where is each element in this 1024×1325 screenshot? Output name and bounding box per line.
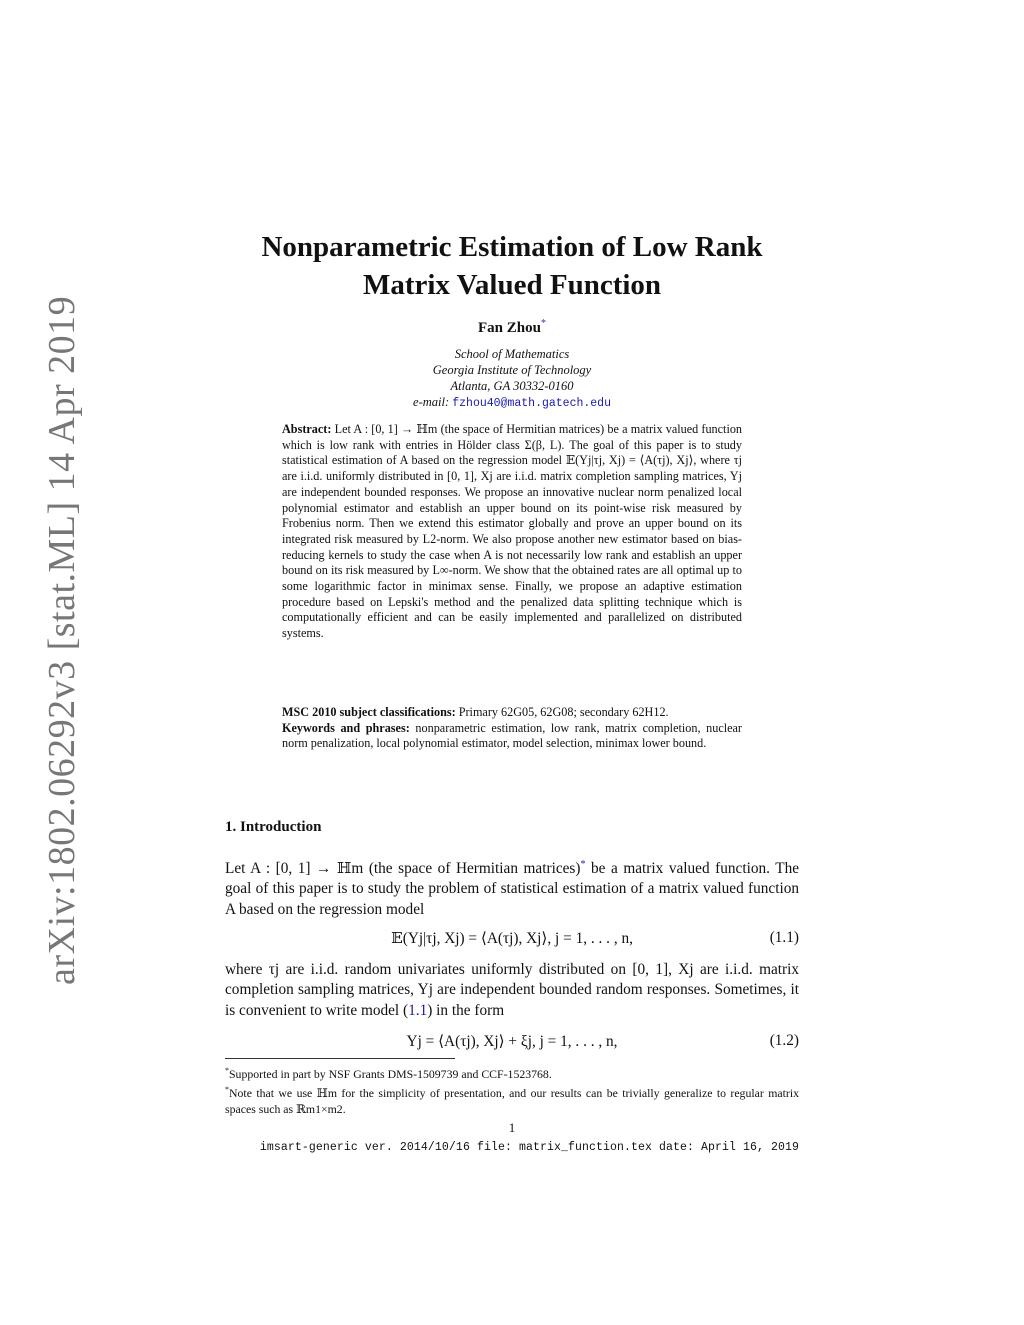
classifications xyxy=(282,705,742,752)
footnote-rule xyxy=(225,1058,455,1059)
footnotes xyxy=(225,1063,799,1117)
title-line-2: Matrix Valued Function xyxy=(362,269,662,301)
intro-paragraph-2 xyxy=(225,960,799,1021)
title-line-1: Nonparametric Estimation of Low Rank xyxy=(261,231,763,263)
equation-1-2-number: (1.2) xyxy=(769,1032,799,1049)
author-name xyxy=(300,318,724,337)
msc-text: Primary 62G05, 62G08; secondary 62H12. xyxy=(458,705,669,719)
arxiv-stamp: arXiv:1802.06292v3 [stat.ML] 14 Apr 2019 xyxy=(41,295,83,985)
page-number: 1 xyxy=(508,1120,516,1135)
affiliation-address: Atlanta, GA 30332-0160 xyxy=(450,379,574,393)
affiliation-institute: Georgia Institute of Technology xyxy=(432,363,592,377)
email-label: e-mail: xyxy=(413,395,450,409)
intro-para1-text-b: be a matrix valued function. The goal of this paper is to study the problem of statistical estimation of a matrix valued function A based on the regression model xyxy=(225,860,800,918)
footnote-2-text: Note that we use ℍm for the simplicity of presentation, and our results can be trivially generalize to regular matrix spaces such as ℝm1×m2. xyxy=(225,1086,799,1116)
footnote-2 xyxy=(225,1082,799,1117)
affiliation-email-line xyxy=(300,394,724,412)
keywords-label: Keywords and phrases: xyxy=(282,720,410,735)
equation-1-2 xyxy=(225,1032,799,1054)
equation-1-1-formula: 𝔼(Yj|τj, Xj) = ⟨A(τj), Xj⟩, j = 1, . . . , n, xyxy=(391,930,633,947)
footnote-1 xyxy=(225,1063,799,1082)
keywords-line xyxy=(282,721,742,752)
author-footnote-marker[interactable]: * xyxy=(540,318,546,329)
email-link[interactable]: fzhou40@math.gatech.edu xyxy=(452,397,611,410)
paper-title xyxy=(200,228,824,304)
msc-line xyxy=(282,705,742,721)
affiliation-school: School of Mathematics xyxy=(454,347,570,361)
footnote-marker-ref[interactable]: * xyxy=(580,859,586,870)
equation-1-1 xyxy=(225,929,799,951)
footnote-1-text: Supported in part by NSF Grants DMS-1509739 and CCF-1523768. xyxy=(229,1066,552,1081)
section-heading: 1. Introduction xyxy=(225,819,322,835)
equation-1-1-number: (1.1) xyxy=(769,929,799,946)
equation-1-2-formula: Yj = ⟨A(τj), Xj⟩ + ξj, j = 1, . . . , n, xyxy=(406,1033,618,1050)
abstract xyxy=(282,422,742,642)
intro-para2-text-b: ) in the form xyxy=(427,1001,505,1019)
author-name-text: Fan Zhou xyxy=(478,320,541,336)
intro-para2-text-a: where τj are i.i.d. random univariates uniformly distributed on [0, 1], Xj are i.i.d. matrix completion sampling matrices, Yj are independent bounded random responses. Sometimes, it is convenient to write model ( xyxy=(225,961,799,1019)
footer-line: imsart-generic ver. 2014/10/16 file: matrix_function.tex date: April 16, 2019 xyxy=(259,1141,799,1154)
abstract-label: Abstract: xyxy=(282,422,332,436)
affiliation xyxy=(300,346,724,412)
intro-paragraph-1 xyxy=(225,855,799,920)
keywords-text: nonparametric estimation, low rank, matrix completion, nuclear norm penalization, local polynomial estimator, model selection, minimax lower bound. xyxy=(282,720,742,751)
footnote-2-marker: * xyxy=(225,1085,229,1095)
footnote-1-marker: * xyxy=(225,1066,229,1075)
equation-ref-link[interactable]: 1.1 xyxy=(408,1001,428,1019)
msc-label: MSC 2010 subject classifications: xyxy=(282,705,456,719)
abstract-text: Let A : [0, 1] → ℍm (the space of Hermitian matrices) be a matrix valued function which is low rank with entries in Hölder class Σ(β, L). The goal of this paper is to study statistical estimation of A based on the regression model 𝔼(Yj|τj, Xj) = ⟨A(τj), Xj⟩, where τj are i.i.d. uniformly distributed in [0, 1], Xj are i.i.d. matrix completion sampling matrices, Yj are independent bounded responses. We propose an innovative nuclear norm penalized local polynomial estimator and establish an upper bound on its point-wise risk measured by Frobenius norm. Then we extend this estimator globally and prove an upper bound on its integrated risk measured by L2-norm. We also propose another new estimator based on bias-reducing kernels to study the case when A is not necessarily low rank and establish an upper bound on its risk measured by L∞-norm. We show that the obtained rates are all optimal up to some logarithmic factor in minimax sense. Finally, we propose an adaptive estimation procedure based on Lepski's method and the penalized data splitting technique which is computationally efficient and can be easily implemented and parallelized on distributed systems. xyxy=(282,422,743,641)
intro-para1-text-a: Let A : [0, 1] → ℍm (the space of Hermitian matrices) xyxy=(225,860,581,878)
